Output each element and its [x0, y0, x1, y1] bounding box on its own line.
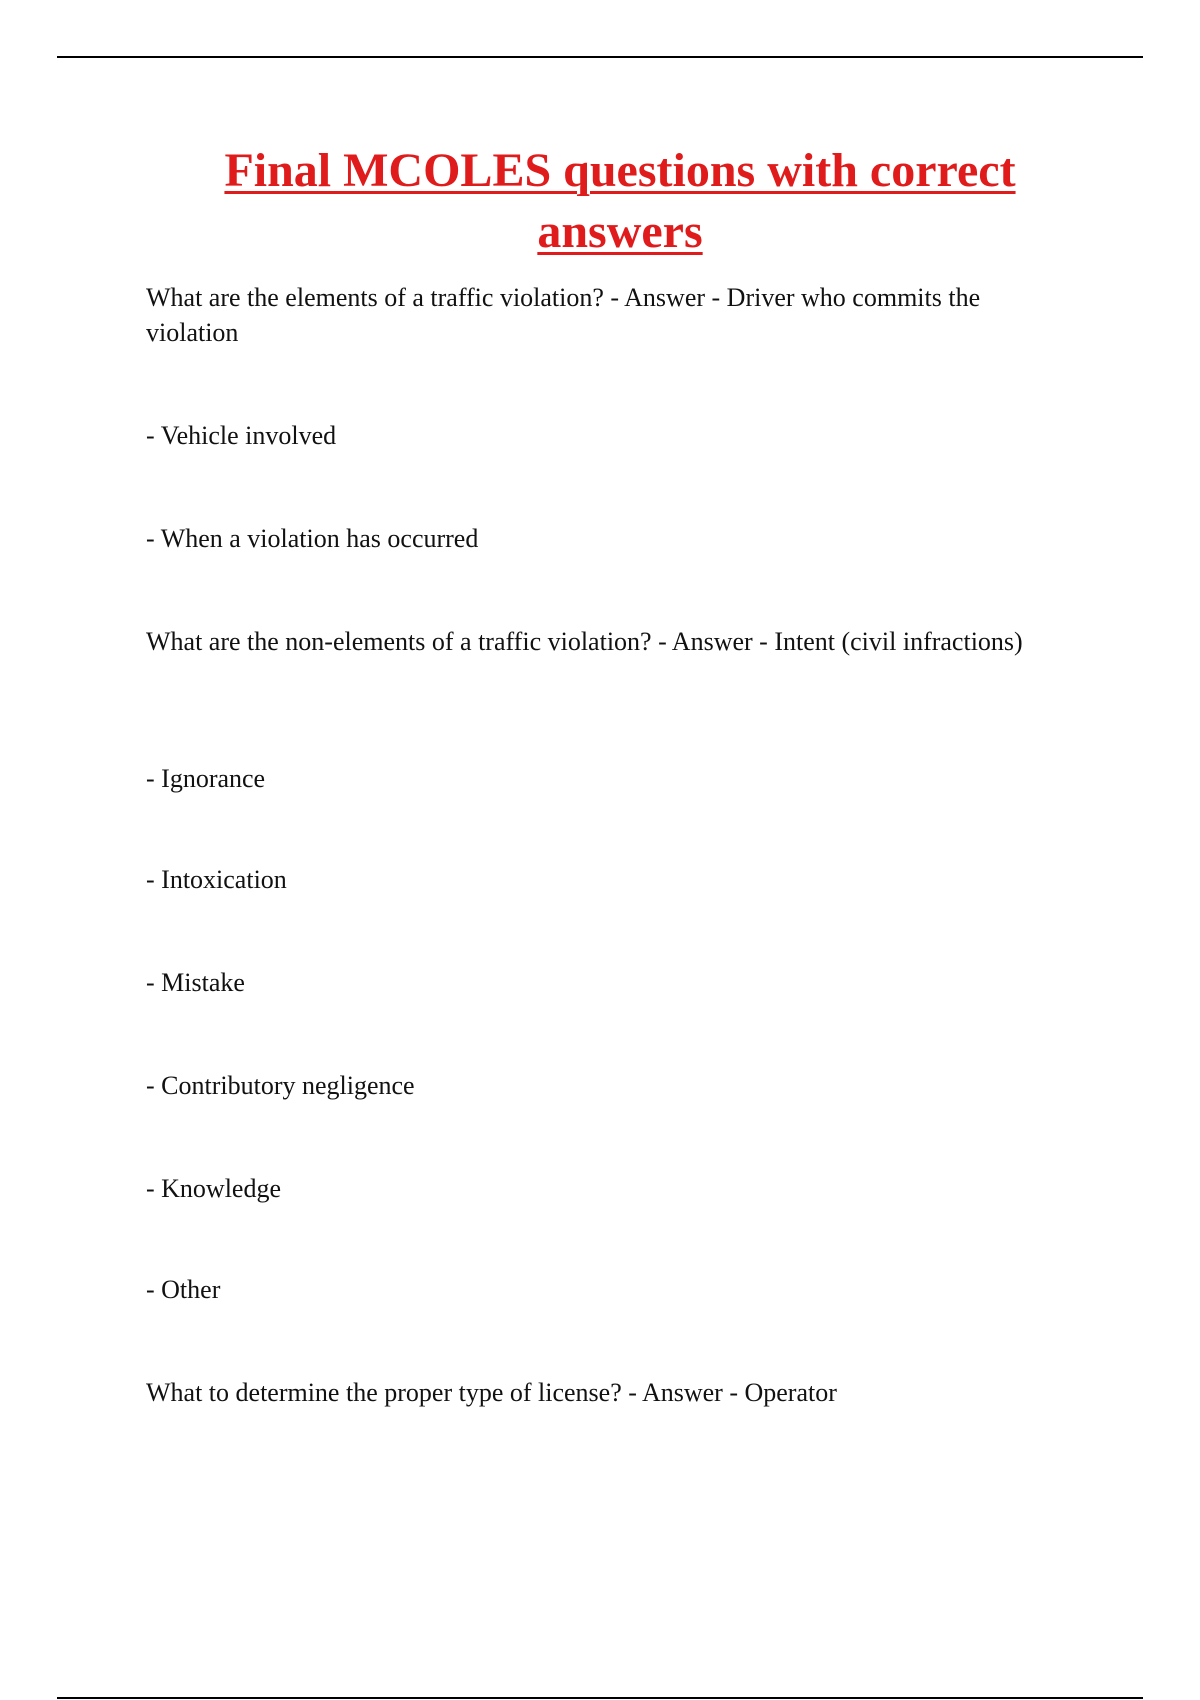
document-title: Final MCOLES questions with correct answers — [224, 144, 1016, 258]
answer-list-item: - Vehicle involved — [146, 421, 337, 450]
question-paragraph: What to determine the proper type of license? - Answer - Operator — [146, 1378, 837, 1407]
bottom-rule — [57, 1697, 1143, 1699]
question-paragraph: What are the elements of a traffic violation? - Answer - Driver who commits the violation — [146, 283, 981, 347]
answer-list-item: - Other — [146, 1275, 221, 1304]
answer-list-item: - Contributory negligence — [146, 1071, 415, 1100]
question-paragraph: What are the non-elements of a traffic violation? - Answer - Intent (civil infractions) — [146, 627, 1023, 656]
answer-list-item: - Ignorance — [146, 764, 266, 793]
top-rule — [57, 56, 1143, 58]
answer-list-item: - Mistake — [146, 968, 245, 997]
answer-list-item: - Knowledge — [146, 1174, 282, 1203]
answer-list-item: - Intoxication — [146, 865, 287, 894]
answer-list-item: - When a violation has occurred — [146, 524, 479, 553]
